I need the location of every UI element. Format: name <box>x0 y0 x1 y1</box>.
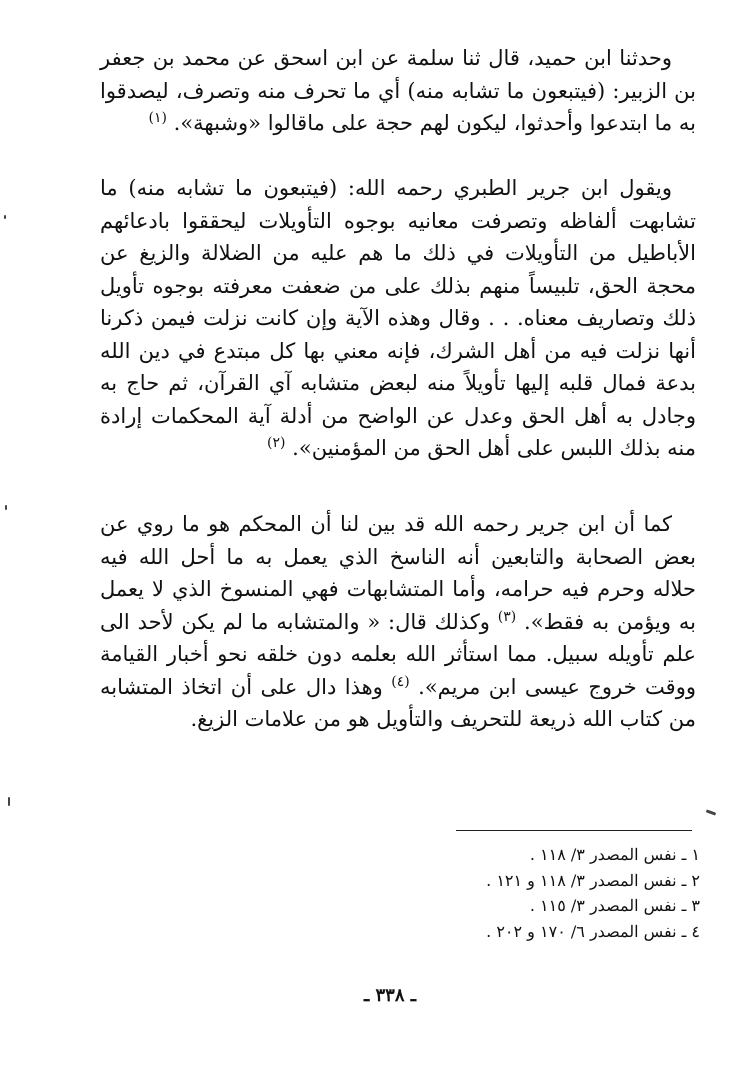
paragraph-1-text: وحدثنا ابن حميد، قال ثنا سلمة عن ابن اسحق عن محمد بن جعفر بن الزبير: (فيتبعون ما تشابه منه) أي ما تحرف منه وتصرف، ليصدقوا به ما ابتدعوا وأحدثوا، ليكون لهم حجة على ماقالوا «وشبهة». <box>100 46 696 135</box>
footnote-ref-2: (٢) <box>267 435 286 451</box>
scan-speck-mark <box>4 215 6 219</box>
footnote-1: ١ ـ نفس المصدر ٣/ ١١٨ . <box>529 845 700 864</box>
paragraph-1 <box>100 42 696 140</box>
paragraph-3 <box>100 508 696 736</box>
footnotes-list <box>380 842 700 944</box>
footnote-4: ٤ ـ نفس المصدر ٦/ ١٧٠ و ٢٠٢ . <box>486 921 700 941</box>
scan-speck-mark <box>8 797 10 806</box>
paragraph-3-text-a: كما أن ابن جرير رحمه الله قد بين لنا أن المحكم هو ما روي عن بعض الصحابة والتابعين أنه الناسخ الذي يعمل به ما أحل الله فيه حلاله وحرم فيه حرامه، وأما المتشابهات فهي المنسوخ الذي لا يعمل به ويؤمن به فقط». <box>100 512 696 634</box>
scan-speck-mark <box>5 505 7 510</box>
footnote-ref-4: (٤) <box>391 673 410 690</box>
footnote-separator <box>456 830 692 831</box>
footnote-3: ٣ ـ نفس المصدر ٣/ ١١٥ . <box>529 896 700 915</box>
page-number: ـ ٣٣٨ ـ <box>363 985 417 1006</box>
paragraph-3-text-b: وكذلك قال: « والمتشابه ما لم يكن لأحد الى علم تأويله سبيل. مما استأثر الله بعلمه دون خلقه نحو أخبار القيامة ووقت خروج عيسى ابن مريم». <box>100 609 697 699</box>
paragraph-3-text-c: وهذا دال على أن اتخاذ المتشابه من كتاب الله ذريعة للتحريف والتأويل هو من علامات الزيغ. <box>100 674 696 731</box>
paragraph-2 <box>100 172 696 465</box>
footnote-ref-3: (٣) <box>497 608 517 625</box>
scan-speck-mark <box>706 809 716 815</box>
footnote-ref-1: (١) <box>148 110 167 126</box>
paragraph-2-text: ويقول ابن جرير الطبري رحمه الله: (فيتبعون ما تشابه منه) ما تشابهت ألفاظه وتصرفت معانيه بوجوه التأويلات ليحققوا بادعائهم الأباطيل من التأويلات في ذلك ما هم عليه من الضلالة والزيغ عن محجة الحق، تلبيساً منهم بذلك على من ضعفت معرفته بوجوه تأويل ذلك وتصاريف معناه. . . وقال وهذه الآية وإن كانت نزلت فيمن ذكرنا أنها نزلت فيه من أهل الشرك، فإنه معني بها كل مبتدع في دين الله بدعة فمال قلبه إليها تأويلاً منه لبعض متشابه آي القرآن، ثم حاج به وجادل به أهل الحق وعدل عن الواضح من أدلة آية المحكمات إرادة منه بذلك اللبس على أهل الحق من المؤمنين». <box>100 176 696 460</box>
footnote-2: ٢ ـ نفس المصدر ٣/ ١١٨ و ١٢١ . <box>486 870 700 890</box>
